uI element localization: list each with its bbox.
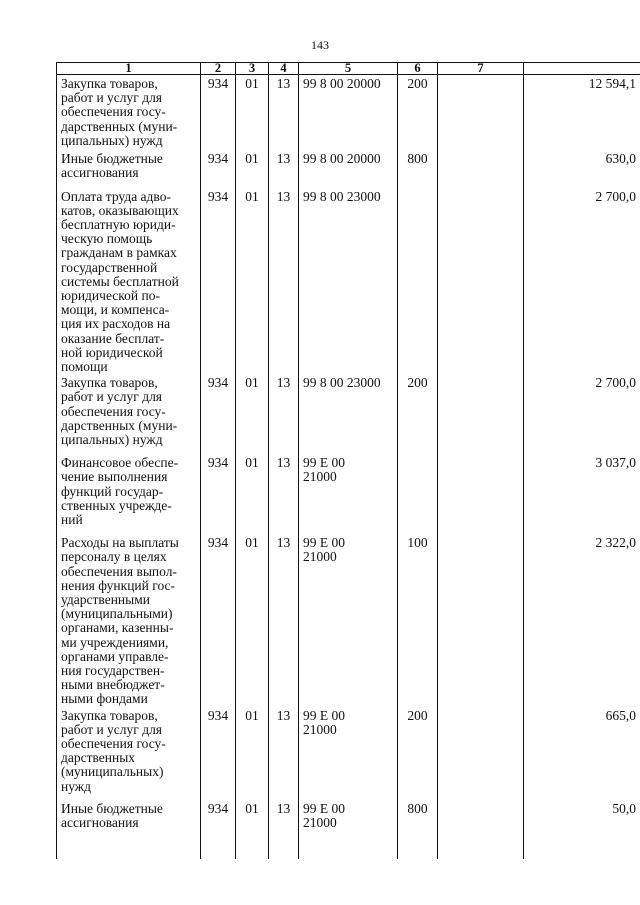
- cell-target-code: 99 8 00 20000: [299, 150, 398, 188]
- cell-target-code: 99 8 00 23000: [299, 188, 398, 375]
- cell-expense-type: 100: [398, 534, 438, 706]
- cell-expense-type: 800: [398, 800, 438, 859]
- header-col-7: 7: [438, 63, 524, 75]
- cell-section: 01: [236, 707, 269, 800]
- cell-target-code: 99 Е 00 21000: [299, 707, 398, 800]
- table-row: [57, 800, 640, 859]
- cell-subsection: 13: [269, 188, 299, 375]
- cell-ministry: 934: [201, 75, 236, 150]
- header-col-4: 4: [269, 63, 299, 75]
- cell-amount: 2 700,0: [524, 374, 640, 454]
- cell-amount: 630,0: [524, 150, 640, 188]
- table-row: [57, 374, 640, 454]
- cell-target-code: 99 8 00 20000: [299, 75, 398, 150]
- cell-target-code: 99 8 00 23000: [299, 374, 398, 454]
- cell-amount: 2 700,0: [524, 188, 640, 375]
- cell-target-code: 99 Е 00 21000: [299, 800, 398, 859]
- cell-col7: [438, 150, 524, 188]
- page-number: 143: [311, 38, 329, 52]
- cell-target-code: 99 Е 00 21000: [299, 454, 398, 534]
- header-col-1: 1: [57, 63, 201, 75]
- cell-subsection: 13: [269, 374, 299, 454]
- cell-expense-type: 200: [398, 707, 438, 800]
- cell-ministry: 934: [201, 454, 236, 534]
- table-row: [57, 534, 640, 706]
- header-col-8: [524, 63, 640, 75]
- cell-target-code: 99 Е 00 21000: [299, 534, 398, 706]
- cell-subsection: 13: [269, 454, 299, 534]
- cell-subsection: 13: [269, 75, 299, 150]
- cell-expense-type: [398, 454, 438, 534]
- cell-col7: [438, 534, 524, 706]
- cell-ministry: 934: [201, 534, 236, 706]
- cell-section: 01: [236, 150, 269, 188]
- cell-col7: [438, 454, 524, 534]
- cell-amount: 3 037,0: [524, 454, 640, 534]
- table-row: [57, 188, 640, 375]
- cell-ministry: 934: [201, 150, 236, 188]
- header-col-6: 6: [398, 63, 438, 75]
- table-row: [57, 150, 640, 188]
- cell-section: 01: [236, 374, 269, 454]
- cell-ministry: 934: [201, 188, 236, 375]
- table-row: [57, 707, 640, 800]
- cell-expense-type: [398, 188, 438, 375]
- cell-amount: 50,0: [524, 800, 640, 859]
- cell-amount: 12 594,1: [524, 75, 640, 150]
- cell-name: Закупка товаров, работ и услуг для обеспечения госу- дарственных (муниципальных) нужд: [57, 707, 201, 800]
- header-col-3: 3: [236, 63, 269, 75]
- cell-subsection: 13: [269, 534, 299, 706]
- cell-expense-type: 800: [398, 150, 438, 188]
- cell-name: Закупка товаров, работ и услуг для обеспечения госу- дарственных (муни- ципальных) нужд: [57, 374, 201, 454]
- cell-name: Иные бюджетные ассигнования: [57, 150, 201, 188]
- cell-subsection: 13: [269, 707, 299, 800]
- cell-name: Расходы на выплаты персоналу в целях обеспечения выпол- нения функций гос- ударственными (муниципальными) органами, казенны- ми учреждениями, органами управле- ния государствен- ными внебюджет- ными фондами: [57, 534, 201, 706]
- cell-name: Оплата труда адво- катов, оказывающих бесплатную юриди- ческую помощь гражданам в рамках государственной системы бесплатной юридической по- мощи, и компенса- ция их расходов на оказание бесплат- ной юридической помощи: [57, 188, 201, 375]
- table-row: [57, 454, 640, 534]
- budget-table: [56, 62, 640, 859]
- cell-section: 01: [236, 454, 269, 534]
- cell-section: 01: [236, 534, 269, 706]
- cell-subsection: 13: [269, 150, 299, 188]
- cell-section: 01: [236, 75, 269, 150]
- cell-ministry: 934: [201, 707, 236, 800]
- cell-name: Финансовое обеспе- чение выполнения функций государ- ственных учрежде- ний: [57, 454, 201, 534]
- cell-amount: 2 322,0: [524, 534, 640, 706]
- header-col-2: 2: [201, 63, 236, 75]
- header-row: [57, 63, 640, 75]
- cell-section: 01: [236, 800, 269, 859]
- cell-expense-type: 200: [398, 75, 438, 150]
- cell-subsection: 13: [269, 800, 299, 859]
- cell-expense-type: 200: [398, 374, 438, 454]
- cell-col7: [438, 188, 524, 375]
- cell-name: Закупка товаров, работ и услуг для обеспечения госу- дарственных (муни- ципальных) нужд: [57, 75, 201, 150]
- table-row: [57, 75, 640, 150]
- cell-col7: [438, 75, 524, 150]
- header-col-5: 5: [299, 63, 398, 75]
- cell-amount: 665,0: [524, 707, 640, 800]
- cell-ministry: 934: [201, 800, 236, 859]
- cell-col7: [438, 707, 524, 800]
- cell-ministry: 934: [201, 374, 236, 454]
- cell-name: Иные бюджетные ассигнования: [57, 800, 201, 859]
- cell-col7: [438, 374, 524, 454]
- cell-col7: [438, 800, 524, 859]
- cell-section: 01: [236, 188, 269, 375]
